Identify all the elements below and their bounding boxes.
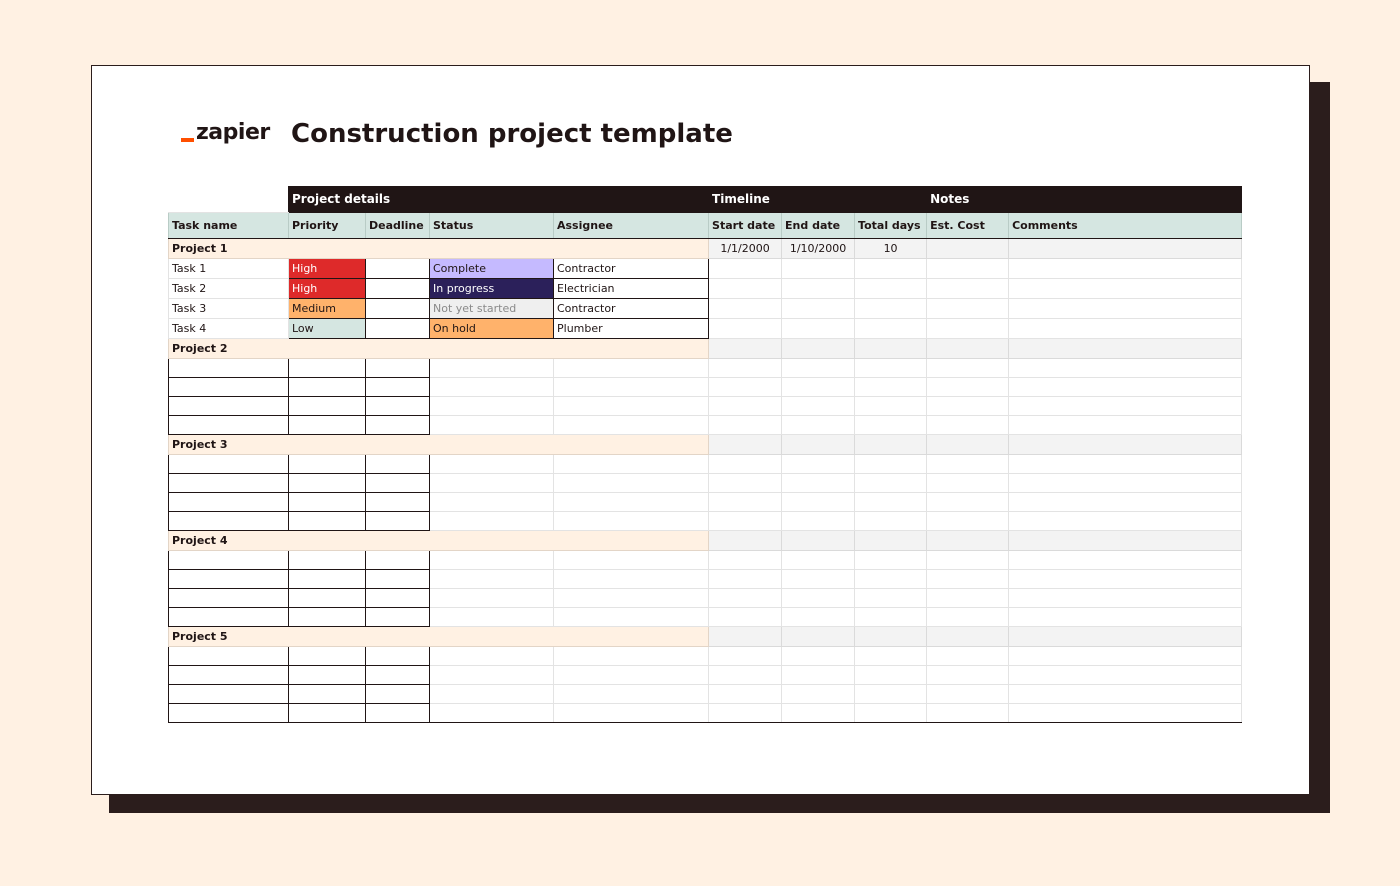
section-notes: Notes [927,187,1242,213]
zapier-logo [181,118,270,148]
task-name-cell[interactable] [169,570,289,589]
total-days-cell[interactable] [855,551,927,570]
status-cell[interactable] [430,608,554,627]
task-name-cell[interactable]: Task 3 [169,299,289,319]
deadline-cell[interactable] [366,359,430,378]
status-cell[interactable] [430,704,554,723]
project-est-cost[interactable] [927,435,1009,455]
start-date-cell[interactable] [709,512,782,531]
task-name-cell[interactable]: Task 1 [169,259,289,279]
project-name[interactable]: Project 1 [169,239,709,259]
status-cell[interactable] [430,378,554,397]
start-date-cell[interactable] [709,589,782,608]
status-cell[interactable] [430,647,554,666]
end-date-cell[interactable] [782,397,855,416]
task-row [169,493,1242,512]
total-days-cell[interactable] [855,666,927,685]
est-cost-cell[interactable] [927,704,1009,723]
end-date-cell[interactable] [782,704,855,723]
est-cost-cell[interactable] [927,299,1009,319]
status-cell[interactable]: In progress [430,279,554,299]
deadline-cell[interactable] [366,378,430,397]
assignee-cell[interactable]: Plumber [554,319,709,339]
status-cell[interactable] [430,455,554,474]
status-cell[interactable] [430,416,554,435]
assignee-cell[interactable] [554,493,709,512]
start-date-cell[interactable] [709,378,782,397]
est-cost-cell[interactable] [927,319,1009,339]
total-days-cell[interactable] [855,416,927,435]
est-cost-cell[interactable] [927,397,1009,416]
assignee-cell[interactable] [554,570,709,589]
priority-cell[interactable] [289,359,366,378]
column-header-row [169,213,1242,239]
project-total-days[interactable] [855,339,927,359]
priority-cell[interactable] [289,512,366,531]
assignee-cell[interactable] [554,359,709,378]
start-date-cell[interactable] [709,647,782,666]
project-est-cost[interactable] [927,339,1009,359]
comments-cell[interactable] [1009,319,1242,339]
start-date-cell[interactable] [709,474,782,493]
deadline-cell[interactable] [366,647,430,666]
priority-cell[interactable] [289,493,366,512]
project-table [168,186,1242,723]
assignee-cell[interactable]: Electrician [554,279,709,299]
project-comments[interactable] [1009,339,1242,359]
task-name-cell[interactable]: Task 2 [169,279,289,299]
start-date-cell[interactable] [709,359,782,378]
est-cost-cell[interactable] [927,279,1009,299]
deadline-cell[interactable] [366,455,430,474]
comments-cell[interactable] [1009,704,1242,723]
status-cell[interactable]: Not yet started [430,299,554,319]
col-header-total-days: Total days [855,213,927,239]
est-cost-cell[interactable] [927,666,1009,685]
logo-text: zapier [196,120,270,145]
task-row [169,666,1242,685]
est-cost-cell[interactable] [927,551,1009,570]
col-header-priority: Priority [289,213,366,239]
assignee-cell[interactable] [554,455,709,474]
start-date-cell[interactable] [709,455,782,474]
priority-cell[interactable]: High [289,259,366,279]
priority-cell[interactable]: Medium [289,299,366,319]
deadline-cell[interactable] [366,279,430,299]
total-days-cell[interactable] [855,378,927,397]
end-date-cell[interactable] [782,608,855,627]
comments-cell[interactable] [1009,493,1242,512]
end-date-cell[interactable] [782,359,855,378]
end-date-cell[interactable] [782,279,855,299]
deadline-cell[interactable] [366,551,430,570]
priority-cell[interactable] [289,647,366,666]
col-header-est-cost: Est. Cost [927,213,1009,239]
section-timeline: Timeline [709,187,927,213]
section-header-row [169,187,1242,213]
task-name-cell[interactable] [169,608,289,627]
est-cost-cell[interactable] [927,589,1009,608]
task-row [169,359,1242,378]
project-end-date[interactable]: 1/10/2000 [782,239,855,259]
start-date-cell[interactable] [709,319,782,339]
assignee-cell[interactable] [554,704,709,723]
priority-cell[interactable] [289,704,366,723]
est-cost-cell[interactable] [927,416,1009,435]
comments-cell[interactable] [1009,666,1242,685]
task-row [169,279,1242,299]
total-days-cell[interactable] [855,455,927,474]
col-header-start-date: Start date [709,213,782,239]
end-date-cell[interactable] [782,570,855,589]
deadline-cell[interactable] [366,570,430,589]
project-start-date[interactable] [709,339,782,359]
project-header-row [169,627,1242,647]
assignee-cell[interactable] [554,378,709,397]
task-row [169,259,1242,279]
project-header-row [169,435,1242,455]
project-name[interactable]: Project 3 [169,435,709,455]
task-name-cell[interactable] [169,493,289,512]
end-date-cell[interactable] [782,455,855,474]
est-cost-cell[interactable] [927,512,1009,531]
assignee-cell[interactable] [554,666,709,685]
project-total-days[interactable] [855,435,927,455]
project-start-date[interactable] [709,627,782,647]
project-total-days[interactable]: 10 [855,239,927,259]
est-cost-cell[interactable] [927,608,1009,627]
page-title: Construction project template [291,119,733,149]
task-name-cell[interactable] [169,589,289,608]
comments-cell[interactable] [1009,551,1242,570]
priority-cell[interactable] [289,378,366,397]
priority-cell[interactable] [289,685,366,704]
total-days-cell[interactable] [855,608,927,627]
deadline-cell[interactable] [366,259,430,279]
total-days-cell[interactable] [855,512,927,531]
task-name-cell[interactable] [169,359,289,378]
priority-cell[interactable] [289,666,366,685]
section-project-details: Project details [289,187,709,213]
assignee-cell[interactable] [554,608,709,627]
project-end-date[interactable] [782,531,855,551]
comments-cell[interactable] [1009,647,1242,666]
total-days-cell[interactable] [855,299,927,319]
project-comments[interactable] [1009,627,1242,647]
status-cell[interactable] [430,666,554,685]
start-date-cell[interactable] [709,704,782,723]
task-row [169,570,1242,589]
est-cost-cell[interactable] [927,570,1009,589]
deadline-cell[interactable] [366,512,430,531]
status-cell[interactable] [430,589,554,608]
task-row [169,397,1242,416]
priority-cell[interactable]: High [289,279,366,299]
est-cost-cell[interactable] [927,259,1009,279]
start-date-cell[interactable] [709,493,782,512]
comments-cell[interactable] [1009,474,1242,493]
col-header-end-date: End date [782,213,855,239]
task-row [169,608,1242,627]
est-cost-cell[interactable] [927,685,1009,704]
total-days-cell[interactable] [855,359,927,378]
col-header-comments: Comments [1009,213,1242,239]
comments-cell[interactable] [1009,416,1242,435]
task-row [169,589,1242,608]
task-name-cell[interactable] [169,704,289,723]
task-name-cell[interactable] [169,455,289,474]
comments-cell[interactable] [1009,359,1242,378]
project-est-cost[interactable] [927,627,1009,647]
end-date-cell[interactable] [782,299,855,319]
project-end-date[interactable] [782,435,855,455]
deadline-cell[interactable] [366,474,430,493]
comments-cell[interactable] [1009,570,1242,589]
deadline-cell[interactable] [366,608,430,627]
assignee-cell[interactable] [554,551,709,570]
comments-cell[interactable] [1009,378,1242,397]
project-end-date[interactable] [782,627,855,647]
start-date-cell[interactable] [709,551,782,570]
assignee-cell[interactable] [554,512,709,531]
status-cell[interactable] [430,685,554,704]
total-days-cell[interactable] [855,279,927,299]
project-total-days[interactable] [855,531,927,551]
est-cost-cell[interactable] [927,359,1009,378]
status-cell[interactable] [430,474,554,493]
priority-cell[interactable] [289,397,366,416]
task-row [169,704,1242,723]
spreadsheet [168,186,1241,723]
priority-cell[interactable] [289,589,366,608]
task-name-cell[interactable] [169,551,289,570]
total-days-cell[interactable] [855,704,927,723]
task-row [169,474,1242,493]
col-header-task-name: Task name [169,213,289,239]
deadline-cell[interactable] [366,416,430,435]
project-start-date[interactable] [709,531,782,551]
project-end-date[interactable] [782,339,855,359]
project-est-cost[interactable] [927,531,1009,551]
end-date-cell[interactable] [782,416,855,435]
deadline-cell[interactable] [366,299,430,319]
project-header-row [169,339,1242,359]
total-days-cell[interactable] [855,589,927,608]
end-date-cell[interactable] [782,319,855,339]
comments-cell[interactable] [1009,685,1242,704]
end-date-cell[interactable] [782,589,855,608]
priority-cell[interactable] [289,416,366,435]
assignee-cell[interactable] [554,685,709,704]
assignee-cell[interactable]: Contractor [554,259,709,279]
comments-cell[interactable] [1009,279,1242,299]
task-name-cell[interactable] [169,685,289,704]
end-date-cell[interactable] [782,259,855,279]
start-date-cell[interactable] [709,299,782,319]
end-date-cell[interactable] [782,685,855,704]
project-total-days[interactable] [855,627,927,647]
assignee-cell[interactable] [554,647,709,666]
total-days-cell[interactable] [855,685,927,704]
task-name-cell[interactable] [169,512,289,531]
priority-cell[interactable] [289,474,366,493]
project-header-row [169,531,1242,551]
assignee-cell[interactable] [554,416,709,435]
task-row [169,685,1242,704]
comments-cell[interactable] [1009,397,1242,416]
start-date-cell[interactable] [709,666,782,685]
total-days-cell[interactable] [855,570,927,589]
est-cost-cell[interactable] [927,493,1009,512]
assignee-cell[interactable] [554,397,709,416]
status-cell[interactable]: Complete [430,259,554,279]
task-name-cell[interactable] [169,647,289,666]
task-row [169,512,1242,531]
end-date-cell[interactable] [782,512,855,531]
deadline-cell[interactable] [366,319,430,339]
comments-cell[interactable] [1009,259,1242,279]
task-row [169,299,1242,319]
task-name-cell[interactable] [169,397,289,416]
total-days-cell[interactable] [855,319,927,339]
project-header-row [169,239,1242,259]
est-cost-cell[interactable] [927,647,1009,666]
deadline-cell[interactable] [366,704,430,723]
project-start-date[interactable] [709,435,782,455]
deadline-cell[interactable] [366,397,430,416]
start-date-cell[interactable] [709,570,782,589]
end-date-cell[interactable] [782,474,855,493]
priority-cell[interactable] [289,608,366,627]
assignee-cell[interactable] [554,589,709,608]
start-date-cell[interactable] [709,416,782,435]
logo-underscore-icon [181,138,194,142]
start-date-cell[interactable] [709,397,782,416]
project-name[interactable]: Project 2 [169,339,709,359]
project-comments[interactable] [1009,239,1242,259]
end-date-cell[interactable] [782,647,855,666]
status-cell[interactable] [430,570,554,589]
task-name-cell[interactable] [169,416,289,435]
comments-cell[interactable] [1009,299,1242,319]
task-name-cell[interactable]: Task 4 [169,319,289,339]
end-date-cell[interactable] [782,493,855,512]
status-cell[interactable] [430,359,554,378]
comments-cell[interactable] [1009,455,1242,474]
est-cost-cell[interactable] [927,474,1009,493]
task-name-cell[interactable] [169,474,289,493]
status-cell[interactable] [430,397,554,416]
comments-cell[interactable] [1009,589,1242,608]
status-cell[interactable] [430,512,554,531]
project-start-date[interactable]: 1/1/2000 [709,239,782,259]
task-name-cell[interactable] [169,666,289,685]
total-days-cell[interactable] [855,493,927,512]
total-days-cell[interactable] [855,397,927,416]
comments-cell[interactable] [1009,608,1242,627]
deadline-cell[interactable] [366,589,430,608]
end-date-cell[interactable] [782,378,855,397]
total-days-cell[interactable] [855,647,927,666]
total-days-cell[interactable] [855,474,927,493]
project-name[interactable]: Project 4 [169,531,709,551]
col-header-status: Status [430,213,554,239]
task-row [169,455,1242,474]
project-comments[interactable] [1009,531,1242,551]
task-row [169,551,1242,570]
priority-cell[interactable] [289,455,366,474]
section-blank [169,187,289,213]
col-header-deadline: Deadline [366,213,430,239]
task-row [169,647,1242,666]
est-cost-cell[interactable] [927,378,1009,397]
project-comments[interactable] [1009,435,1242,455]
deadline-cell[interactable] [366,685,430,704]
assignee-cell[interactable] [554,474,709,493]
assignee-cell[interactable]: Contractor [554,299,709,319]
end-date-cell[interactable] [782,551,855,570]
task-row [169,319,1242,339]
end-date-cell[interactable] [782,666,855,685]
start-date-cell[interactable] [709,685,782,704]
total-days-cell[interactable] [855,259,927,279]
task-row [169,378,1242,397]
status-cell[interactable] [430,493,554,512]
deadline-cell[interactable] [366,666,430,685]
priority-cell[interactable]: Low [289,319,366,339]
project-name[interactable]: Project 5 [169,627,709,647]
priority-cell[interactable] [289,551,366,570]
task-row [169,416,1242,435]
project-est-cost[interactable] [927,239,1009,259]
deadline-cell[interactable] [366,493,430,512]
table-body [169,239,1242,723]
est-cost-cell[interactable] [927,455,1009,474]
status-cell[interactable]: On hold [430,319,554,339]
start-date-cell[interactable] [709,259,782,279]
task-name-cell[interactable] [169,378,289,397]
priority-cell[interactable] [289,570,366,589]
start-date-cell[interactable] [709,279,782,299]
status-cell[interactable] [430,551,554,570]
col-header-assignee: Assignee [554,213,709,239]
start-date-cell[interactable] [709,608,782,627]
comments-cell[interactable] [1009,512,1242,531]
